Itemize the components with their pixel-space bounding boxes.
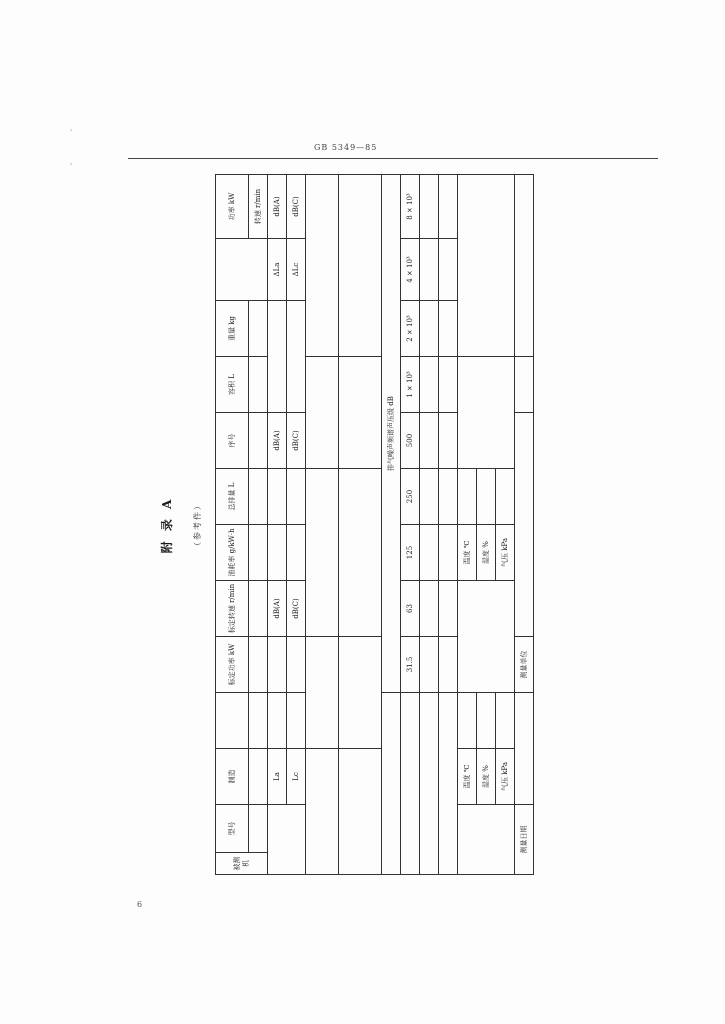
spectrum-title: 排气噪声频谱声压级 dB [382,175,401,693]
displacement-value [249,469,268,525]
fuel-silencer-label [339,469,382,637]
header-rule [128,158,658,159]
dbc-label: dB(C) [287,413,306,469]
cylinders-value [249,693,268,749]
laeq-label [268,525,287,581]
pressure-label: 气压 kPa [496,749,515,805]
weight-label: 重量 kg [216,301,249,357]
margin-mark: ' [70,128,73,137]
band-31: 31.5 [401,637,420,693]
manufacturer-label: 制造 [216,749,249,805]
model-label: 型号 [216,805,249,853]
humidity-label: 湿度 % [477,749,496,805]
rated-power-value [249,637,268,693]
operating-condition-label [216,239,268,301]
band-500: 500 [401,413,420,469]
number-value [249,413,268,469]
power-label: 功率 kW [216,175,249,239]
band-8k: 8 × 10³ [401,175,420,239]
temperature-label: 温度 ℃ [458,749,477,805]
page-number: 6 [137,900,143,909]
band-2k: 2 × 10³ [401,301,420,357]
dbc-label: dB(C) [287,581,306,637]
env-label [458,805,515,875]
dbc-label: dB(C) [287,175,306,239]
row1-label [268,805,306,875]
test-date-label: 测量日期 [515,805,534,875]
band-label [401,693,420,875]
fuel-change-label [339,175,382,357]
delta-lc-label: ΔLc [287,239,306,301]
lc-label: Lc [287,749,306,805]
band-63: 63 [401,581,420,637]
silencer-a-label [268,301,287,413]
background-label [420,693,439,875]
margin-mark: ' [70,162,73,171]
test-location-label [458,357,515,469]
instrument-label [458,581,515,693]
band-125: 125 [401,525,420,581]
humidity-label-2: 湿度 % [477,525,496,581]
pressure-row-label [306,749,339,875]
band-250: 250 [401,469,420,525]
correction-label [439,693,458,875]
measurement-record-table [215,174,534,875]
delta-la-label: ΔLa [268,239,287,301]
fuel-consumption-label: 油耗率 g/kW·h [216,525,249,581]
exhaust-back-pressure-label [306,469,339,637]
la-label: La [268,749,287,805]
dba-label: dB(A) [268,581,287,637]
subject-label: 被测机 [216,853,268,875]
lceq-label [287,525,306,581]
appendix-title: 附 录 A [160,496,174,554]
rotated-page-content [150,175,560,875]
manufacturer-value [249,749,268,805]
standard-code: GB 5349—85 [314,143,378,152]
silencer-c-label [287,301,306,413]
volume-value [249,357,268,413]
fuel-row-label [339,749,382,875]
test-unit-label: 测量单位 [515,637,534,693]
model-value [249,805,268,853]
band-4k: 4 × 10³ [401,239,420,301]
fuel-consumption-value [249,525,268,581]
dba-label: dB(A) [268,413,287,469]
displacement-label: 总排量 L [216,469,249,525]
rated-power-label: 标定功率 kW [216,637,249,693]
number-label: 序号 [216,413,249,469]
pressure-label-2: 气压 kPa [496,525,515,581]
weight-value [249,301,268,357]
temperature-label-2: 温度 ℃ [458,525,477,581]
silencer-back-pressure-label [306,175,339,357]
rated-speed-label: 标定转速 r/min [216,581,249,637]
rated-speed-value [249,581,268,637]
appendix-note: （参考件） [193,500,202,550]
tester-label [515,357,534,413]
volume-label: 容积 L [216,357,249,413]
cylinders-label [216,693,249,749]
dba-label: dB(A) [268,175,287,239]
band-1k: 1 × 10³ [401,357,420,413]
speed-label: 转速 r/min [249,175,268,239]
